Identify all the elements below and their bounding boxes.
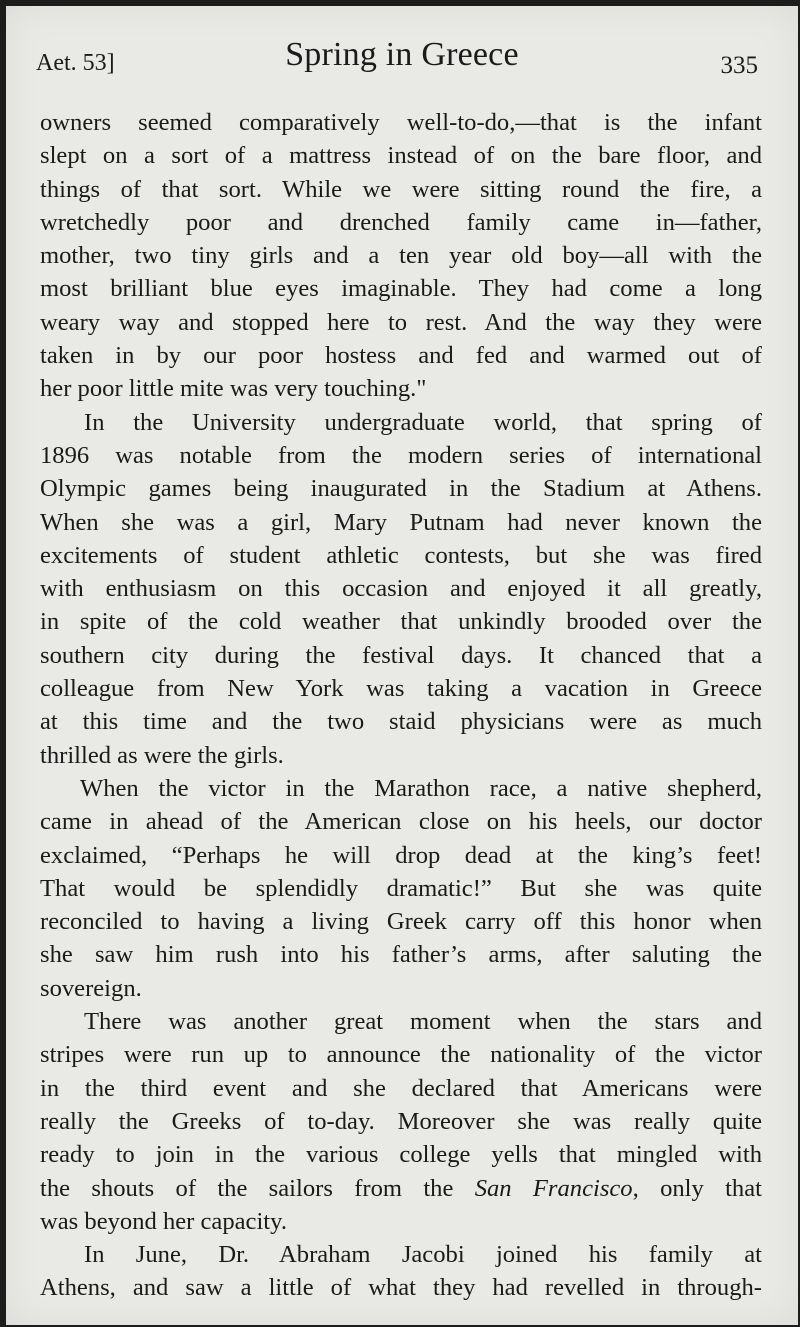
- running-head: [6, 36, 798, 84]
- running-head-age: Aet. 53]: [36, 50, 115, 76]
- text-line: owners seemed comparatively well-to-do,—that is the infant: [40, 109, 762, 136]
- text-line: [40, 1172, 762, 1205]
- text-line: was beyond her capacity.: [40, 1207, 287, 1235]
- ship-name: San Francisco: [474, 1174, 633, 1202]
- text-line: with enthusiasm on this occasion and enjoyed it all greatly,: [40, 575, 762, 603]
- text-line: slept on a sort of a mattress instead of on the bare floor, and: [40, 142, 762, 170]
- text-run: , only that: [632, 1174, 762, 1202]
- text-line: ready to join in the various college yells that mingled with: [40, 1141, 762, 1169]
- text-line: stripes were run up to announce the nationality of the victor: [40, 1041, 762, 1069]
- text-line: her poor little mite was very touching.": [40, 375, 427, 403]
- paragraph-first-line: There was another great moment when the stars and: [84, 1008, 762, 1036]
- book-page: [6, 6, 798, 1325]
- text-line: excitements of student athletic contests, but she was fired: [40, 541, 762, 569]
- text-line: in the third event and she declared that Americans were: [40, 1074, 762, 1102]
- text-line: 1896 was notable from the modern series of international: [40, 441, 762, 469]
- chapter-title: Spring in Greece: [285, 36, 519, 73]
- text-line: reconciled to having a living Greek carry off this honor when: [40, 908, 762, 936]
- text-line: mother, two tiny girls and a ten year old boy—all with the: [40, 242, 762, 270]
- text-line: she saw him rush into his father’s arms, after saluting the: [40, 941, 762, 969]
- text-line: wretchedly poor and drenched family came in—father,: [40, 208, 762, 236]
- text-line: When she was a girl, Mary Putnam had never known the: [40, 508, 762, 536]
- text-line: exclaimed, “Perhaps he will drop dead at the king’s feet!: [40, 841, 762, 869]
- text-line: things of that sort. While we were sitting round the fire, a: [40, 175, 762, 203]
- text-line: thrilled as were the girls.: [40, 741, 284, 769]
- text-line: colleague from New York was taking a vacation in Greece: [40, 675, 762, 703]
- text-line: in spite of the cold weather that unkindly brooded over the: [40, 608, 762, 636]
- text-line: taken in by our poor hostess and fed and warmed out of: [40, 342, 762, 370]
- paragraph-first-line: In the University undergraduate world, that spring of: [84, 408, 762, 436]
- text-line: at this time and the two staid physicians were as much: [40, 708, 762, 736]
- text-line: came in ahead of the American close on his heels, our doctor: [40, 808, 762, 836]
- text-line: Athens, and saw a little of what they had revelled in through-: [40, 1274, 762, 1302]
- text-line: most brilliant blue eyes imaginable. They had come a long: [40, 275, 762, 303]
- text-line: really the Greeks of to-day. Moreover she was really quite: [40, 1107, 762, 1135]
- text-line: southern city during the festival days. It chanced that a: [40, 641, 762, 669]
- paragraph-first-line: When the victor in the Marathon race, a native shepherd,: [80, 774, 762, 802]
- text-line: That would be splendidly dramatic!” But she was quite: [40, 874, 762, 902]
- text-line: Olympic games being inaugurated in the Stadium at Athens.: [40, 475, 762, 503]
- page-number: 335: [720, 52, 758, 79]
- text-line: weary way and stopped here to rest. And the way they were: [40, 308, 762, 336]
- text-line: sovereign.: [40, 974, 142, 1002]
- paragraph-first-line: In June, Dr. Abraham Jacobi joined his family at: [84, 1241, 762, 1269]
- body-text: [40, 106, 762, 1305]
- text-run: the shouts of the sailors from the: [40, 1174, 475, 1202]
